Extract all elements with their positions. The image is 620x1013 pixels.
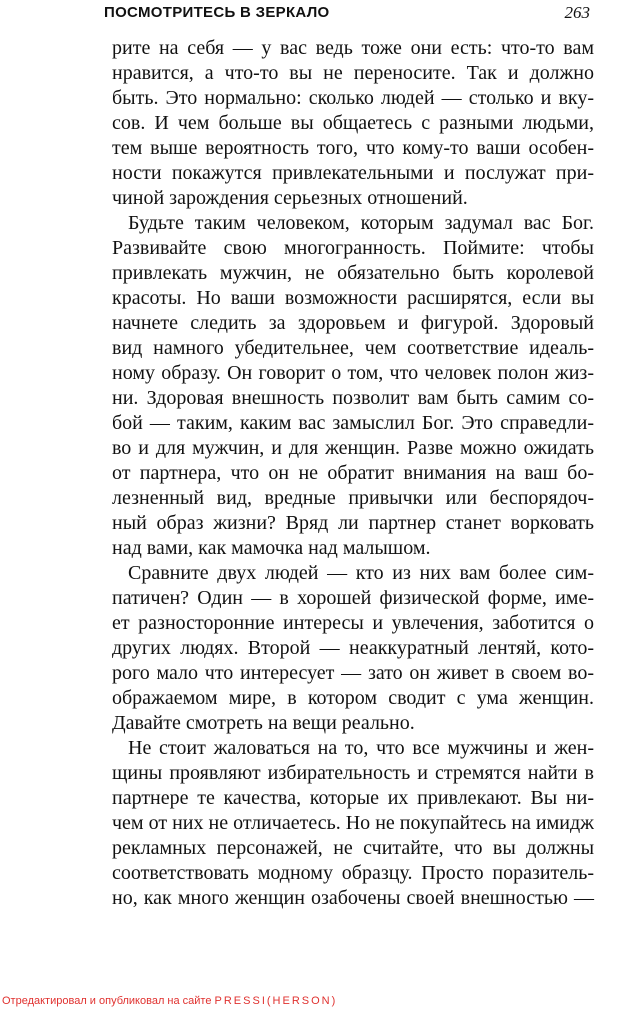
text-line: начнете следить за здоровьем и фигурой. Здоровый [112,312,594,334]
text-line: от партнера, что он не обратит внимания на ваш бо- [112,462,594,484]
text-line: тем выше вероятность того, что кому-то ваши особен- [112,137,594,159]
text-line: вид намного убедительнее, чем соответствие идеаль- [112,337,594,359]
body-text [112,36,594,911]
text-line: чем от них не отличаетесь. Но не покупайтесь на имидж [112,812,594,834]
text-line: ному образу. Он говорит о том, что человек полон жиз- [112,362,594,384]
text-line: партнере те качества, которые их привлекают. Вы ни- [112,787,594,809]
text-line: нравится, а что-то вы не переносите. Так и должно [112,62,594,84]
text-line: щины проявляют избирательность и стремятся найти в [112,762,594,784]
text-line: ображаемом мире, в котором сводит с ума женщин. [112,687,594,709]
text-line: бой — таким, каким вас замыслил Бог. Это справедли- [112,412,594,434]
text-line: быть. Это нормально: сколько людей — столько и вку- [112,87,594,109]
text-line: ности покажутся привлекательными и послужат при- [112,162,594,184]
text-line: ный образ жизни? Вряд ли партнер станет ворковать [112,512,594,534]
text-line: других людях. Второй — неаккуратный лентяй, кото- [112,637,594,659]
text-line: Не стоит жаловаться на то, что все мужчины и жен- [128,737,594,759]
text-line: ни. Здоровая внешность позволит вам быть самим со- [112,387,594,409]
footer-brand: PRESSI(HERSON) [214,995,338,1007]
running-title: ПОСМОТРИТЕСЬ В ЗЕРКАЛО [104,4,330,21]
page-number: 263 [564,3,590,22]
text-line: Развивайте свою многогранность. Поймите: чтобы [112,237,594,259]
page-header [104,2,590,24]
text-line: Давайте смотреть на вещи реально. [112,712,415,734]
text-line: чиной зарождения серьезных отношений. [112,187,468,209]
text-line: сов. И чем больше вы общаетесь с разными людьми, [112,112,594,134]
text-line: во и для мужчин, и для женщин. Разве можно ожидать [112,437,594,459]
text-line: привлекать мужчин, не обязательно быть королевой [112,262,594,284]
text-line: лезненный вид, вредные привычки или беспорядоч- [112,487,594,509]
text-line: соответствовать модному образцу. Просто поразитель- [112,862,594,884]
text-line: патичен? Один — в хорошей физической форме, име- [112,587,594,609]
text-line: Будьте таким человеком, которым задумал вас Бог. [128,212,594,234]
text-line: Сравните двух людей — кто из них вам более сим- [128,562,594,584]
text-line: рекламных персонажей, не считайте, что вы должны [112,837,594,859]
text-line: ет разносторонние интересы и увлечения, заботится о [112,612,594,634]
text-line: рого мало что интересует — зато он живет в своем во- [112,662,594,684]
footer-note-text: Отредактировал и опубликовал на сайте [2,995,212,1007]
text-line: над вами, как мамочка над малышом. [112,537,431,559]
text-line: но, как много женщин озабочены своей внешностью — [112,887,594,909]
footer-note [2,994,337,1008]
text-line: рите на себя — у вас ведь тоже они есть: что-то вам [112,37,594,59]
text-line: красоты. Но ваши возможности расширятся, если вы [112,287,594,309]
